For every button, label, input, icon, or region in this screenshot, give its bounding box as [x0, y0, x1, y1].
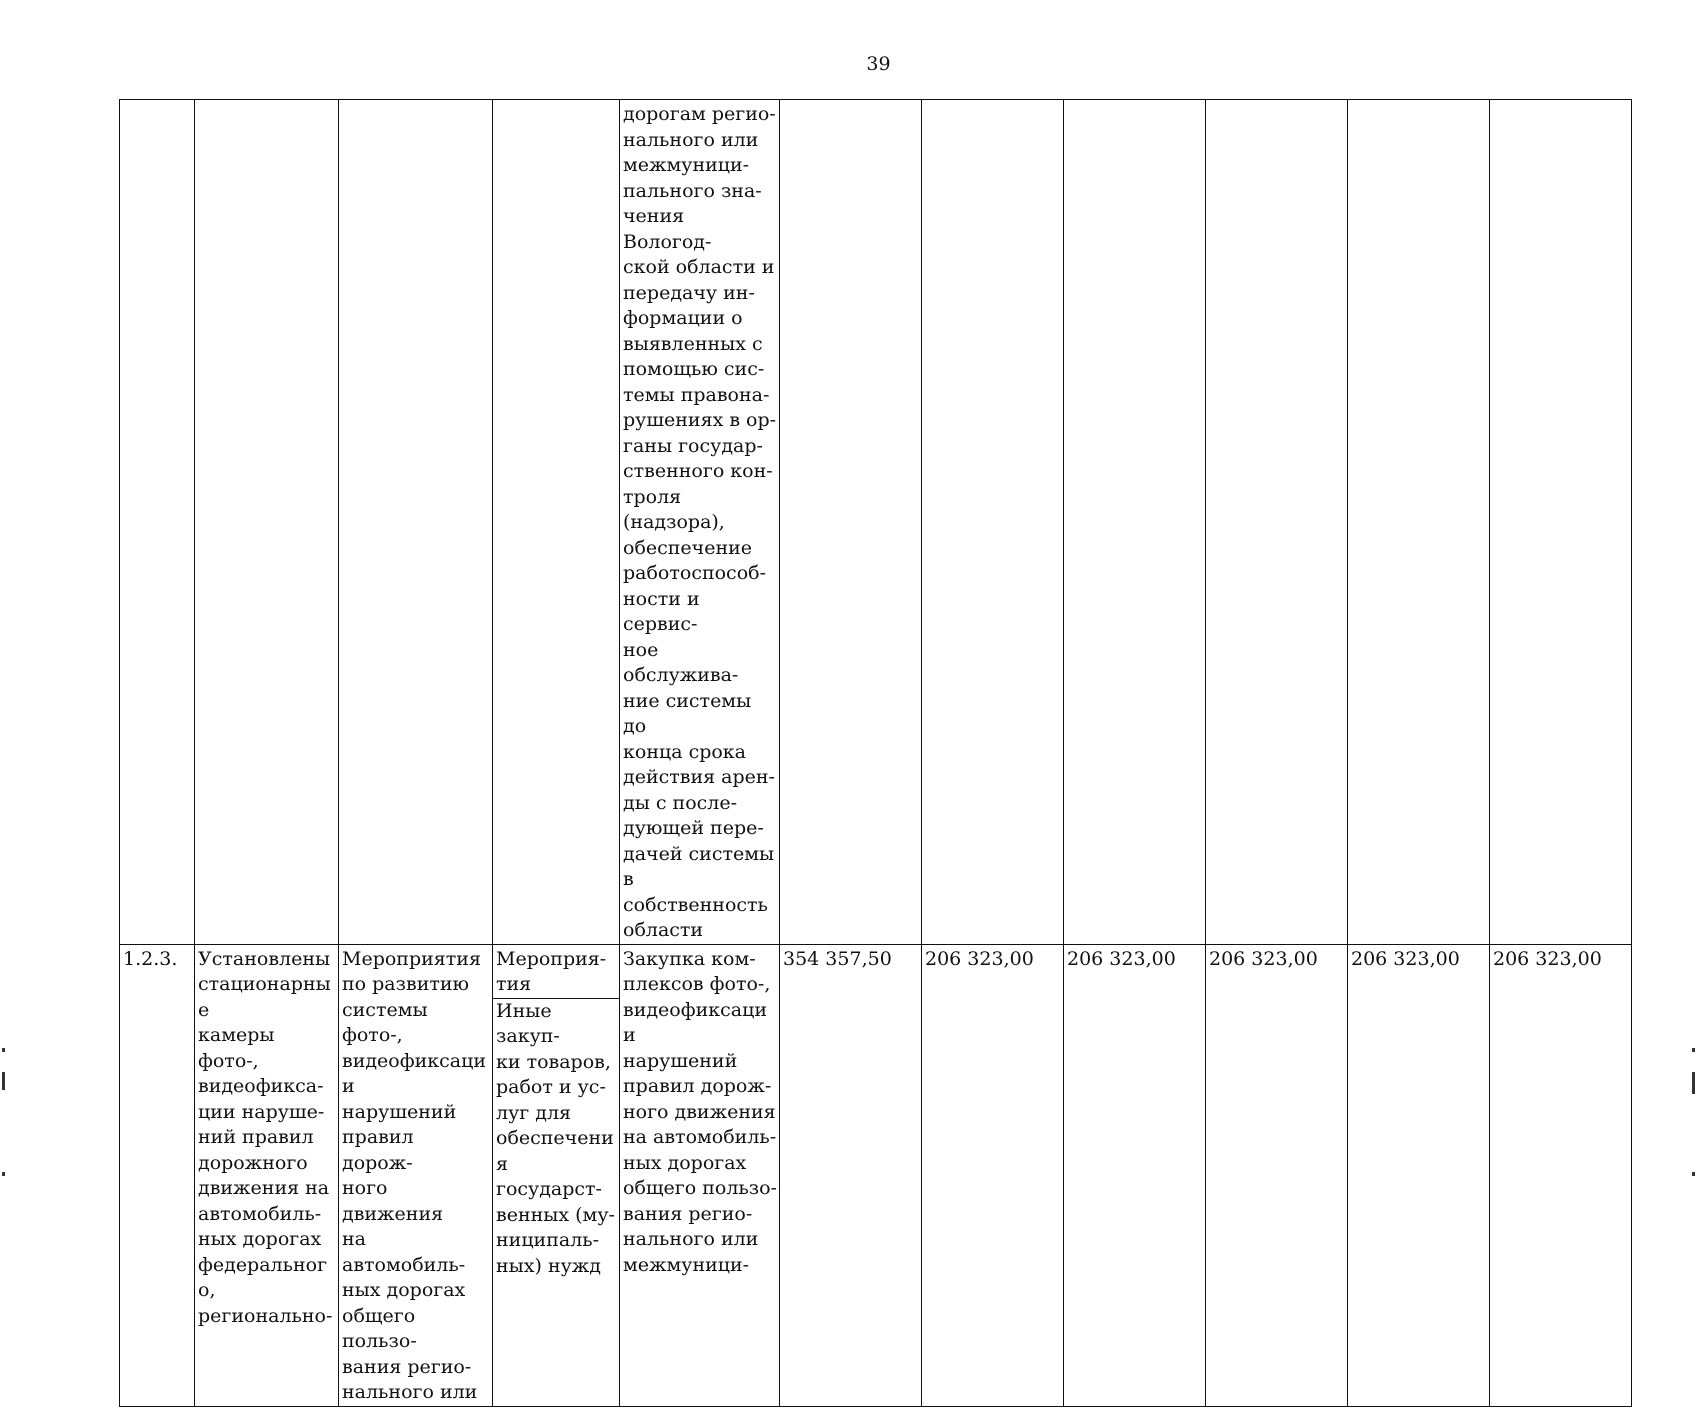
type-detail-text: Иные закуп- ки товаров, работ и ус- луг для обеспечения государст- венных (му- ниципаль- ных) нужд: [496, 999, 615, 1277]
row-number: 1.2.3.: [123, 947, 178, 970]
table-cell-type: [493, 944, 620, 1406]
table-cell-amount: 206 323,00: [1064, 944, 1206, 1406]
table-cell-amount: [1206, 100, 1348, 945]
table-cell-amount: [1490, 100, 1632, 945]
table-cell-amount: [780, 100, 922, 945]
table-cell-number: [120, 100, 195, 945]
table-cell-result: [195, 944, 339, 1406]
table-cell-amount: 206 323,00: [1490, 944, 1632, 1406]
table-cell-amount: [1064, 100, 1206, 945]
budget-table: [119, 99, 1632, 1407]
scan-edge-mark: [1692, 1172, 1695, 1176]
table-cell-amount: [1348, 100, 1490, 945]
table-cell-description: [620, 100, 780, 945]
type-header-text: Мероприя- тия: [493, 947, 619, 999]
table-cell-event: [339, 100, 493, 945]
page-number: 39: [866, 53, 891, 75]
table-cell-result: [195, 100, 339, 945]
scan-edge-mark: [1692, 1048, 1695, 1052]
table-cell-amount: 206 323,00: [922, 944, 1064, 1406]
description-text: дорогам регио- нального или межмуници- пального зна- чения Вологод- ской области и передачу ин- формации о выявленных с помощью сис- темы правона- рушениях в ор- ганы государ- ственного кон- троля (надзора), обеспечение работоспособ- ности и сервис- ное обслужива- ние системы до конца срока действия арен- ды с после- дующей пере- дачей системы в собственность области: [623, 103, 777, 941]
scan-edge-mark: [2, 1048, 5, 1052]
scan-edge-mark: [2, 1072, 5, 1090]
table-cell-event: [339, 944, 493, 1406]
table-cell-amount: 206 323,00: [1206, 944, 1348, 1406]
description-text: Закупка ком- плексов фото-, видеофиксации нарушений правил дорож- ного движения на автомобиль- ных дорогах общего пользо- вания регио- нального или межмуници-: [623, 947, 777, 1276]
event-text: Мероприятия по развитию системы фото-, видеофиксации нарушений правил дорож- ного движения на автомобиль- ных дорогах общего пользо- вания регио- нального или: [342, 947, 487, 1403]
table-row: [120, 944, 1632, 1406]
table-cell-amount: 354 357,50: [780, 944, 922, 1406]
table-cell-amount: [922, 100, 1064, 945]
table-cell-description: [620, 944, 780, 1406]
table-cell-amount: 206 323,00: [1348, 944, 1490, 1406]
scan-edge-mark: [2, 1172, 5, 1176]
result-text: Установлены стационарные камеры фото-, видеофикса- ции наруше- ний правил дорожного движения на автомобиль- ных дорогах федерального, регионально-: [198, 947, 333, 1327]
scan-edge-mark: [1692, 1072, 1695, 1094]
table-cell-type: [493, 100, 620, 945]
table-row: [120, 100, 1632, 945]
table-cell-number: [120, 944, 195, 1406]
